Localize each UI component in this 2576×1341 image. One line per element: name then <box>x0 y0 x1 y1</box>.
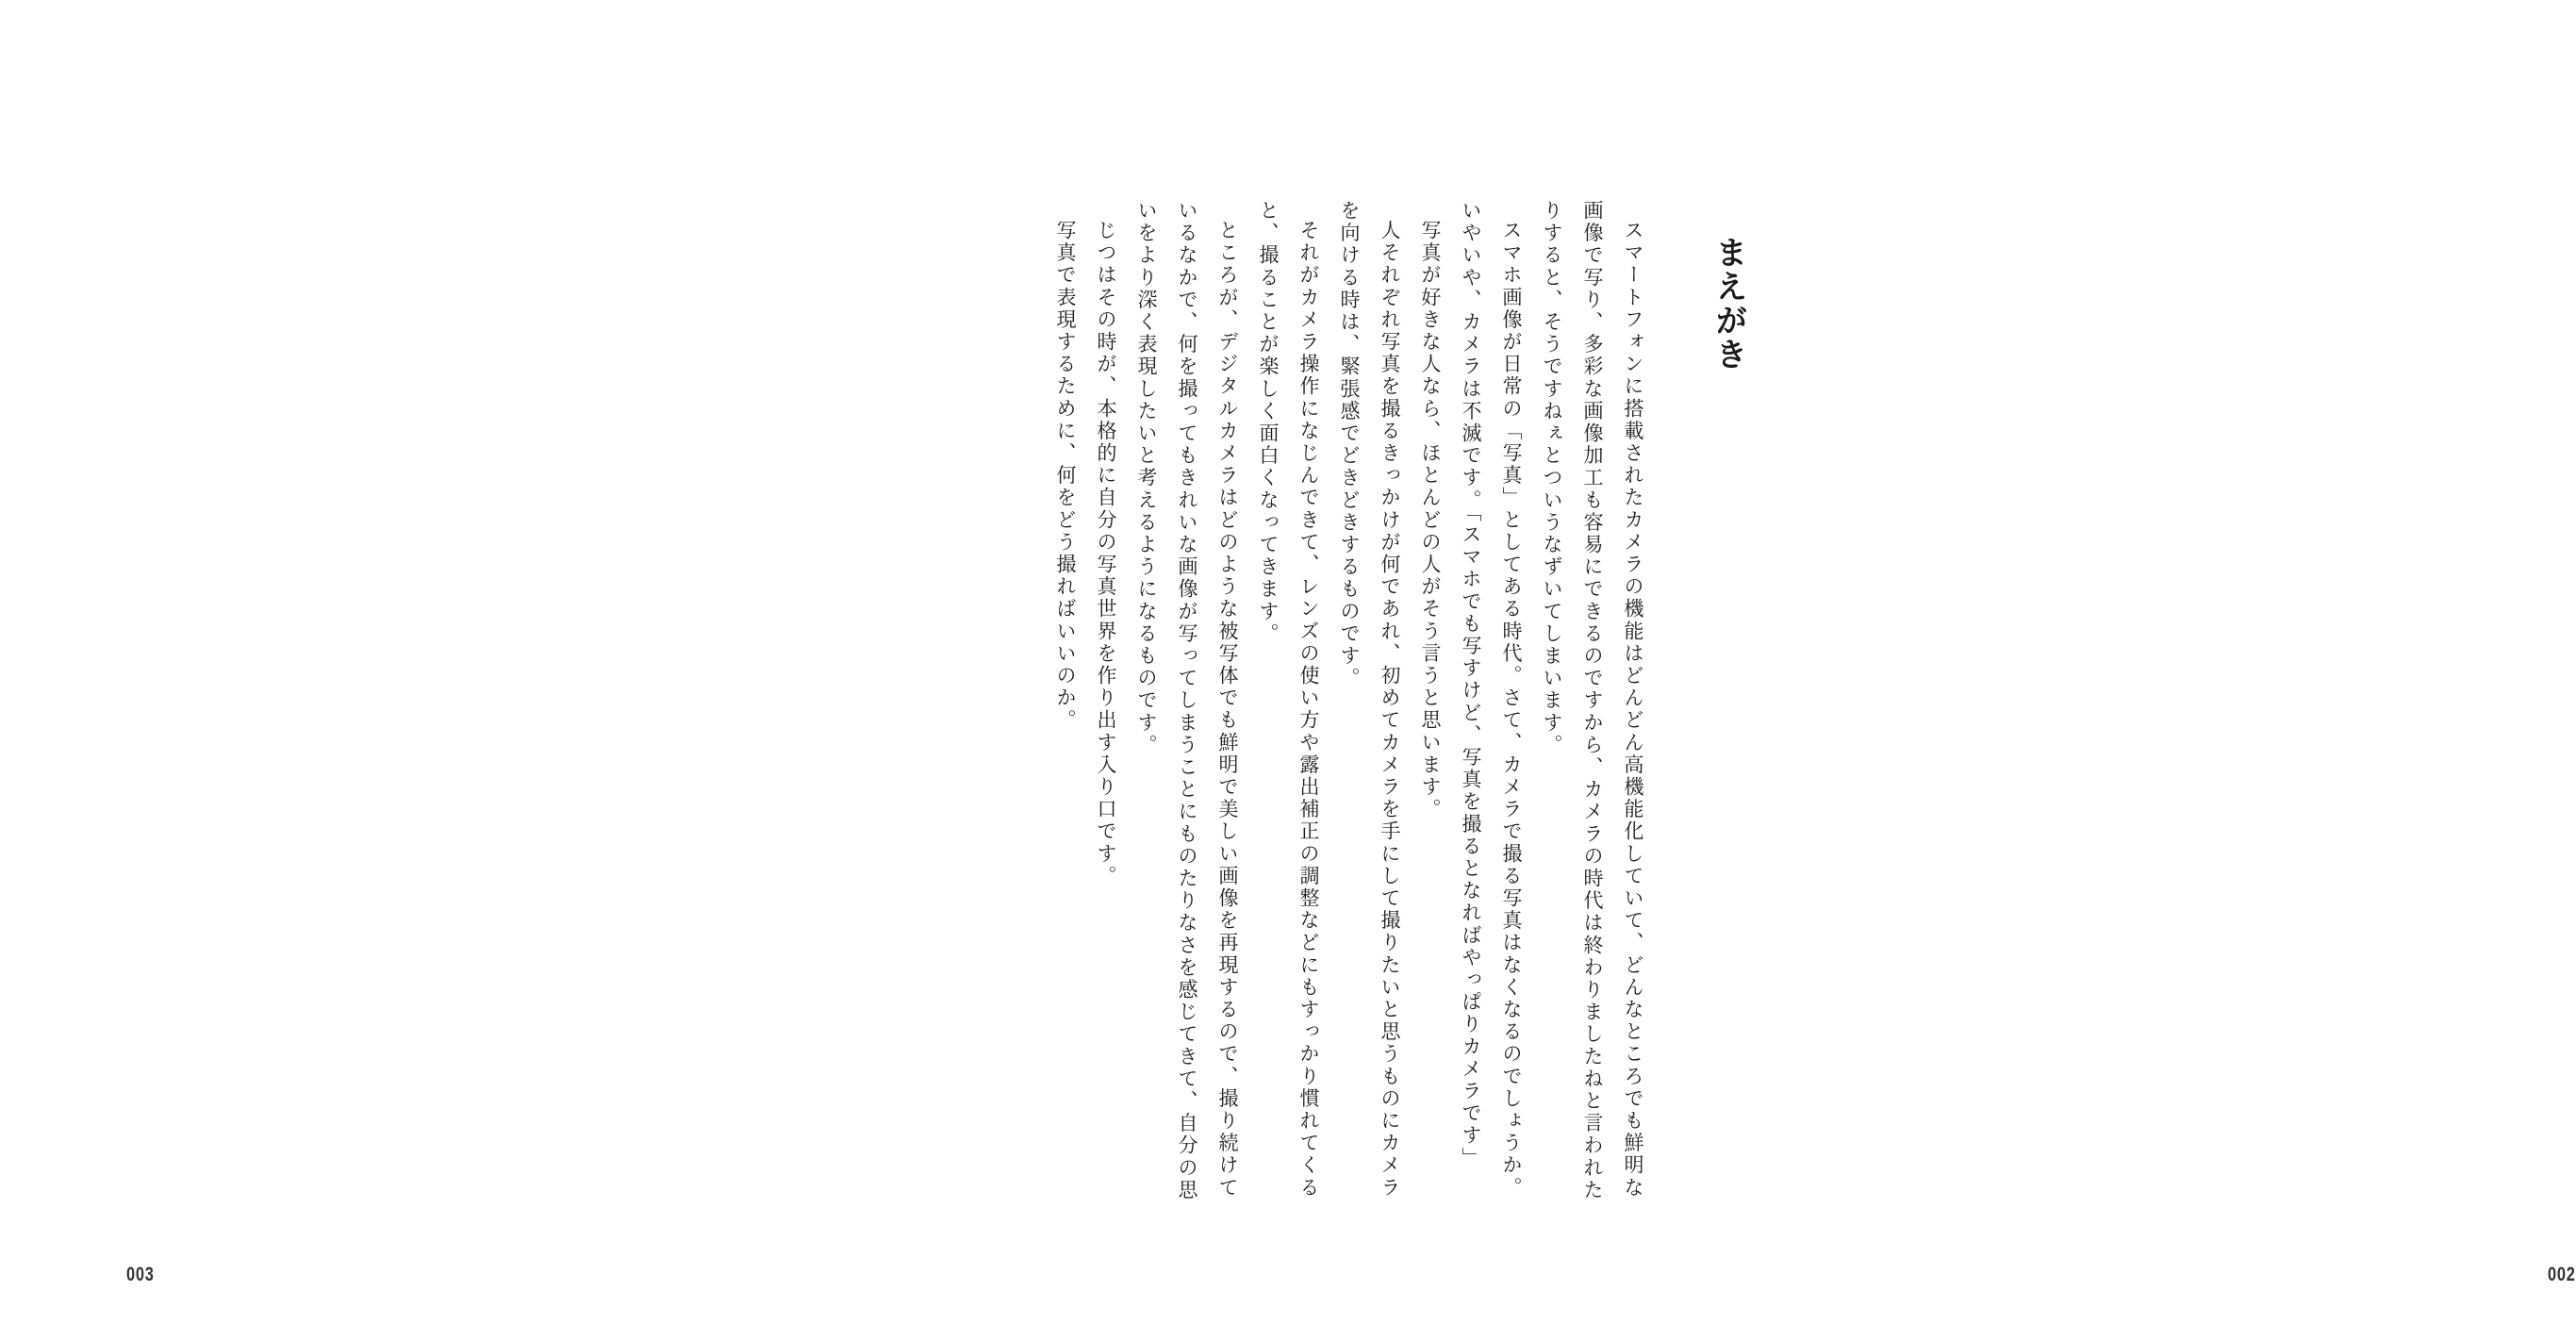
right-page-text-block <box>993 200 1653 1201</box>
paragraph: スマホ画像が日常の「写真」としてある時代。さて、カメラで撮る写真はなくなるのでしょうか。いやいや、カメラは不滅です。「スマホでも写すけど、写真を撮るとなればやっぱりカメラです」 <box>1460 200 1523 1200</box>
paragraph: 写真で表現するために、何をどう撮ればいいのか。 <box>1054 220 1077 732</box>
paragraph: じつはその時が、本格的に自分の写真世界を作り出す入り口です。 <box>1095 220 1117 887</box>
paragraph: ところが、デジタルカメラはどのような被写体でも鮮明で美しい画像を再現するので、撮り続けているなかで、何を撮ってもきれいな画像が写ってしまうことにものたりなさを感じてきて、自分の思いをより深く表現したいと考えるようになるものです。 <box>1135 200 1239 1201</box>
left-page <box>0 0 945 1341</box>
page-number-left: 003 <box>126 1264 155 1285</box>
paragraph: それがカメラ操作になじんできて、レンズの使い方や露出補正の調整などにもすっかり慣れてくると、撮ることが楽しく面白くなってきます。 <box>1257 200 1320 1200</box>
paragraph: スマートフォンに搭載されたカメラの機能はどんどん高機能化していて、どんなところでも鮮明な画像で写り、多彩な画像加工も容易にできるのですから、カメラの時代は終わりましたねと言われたりすると、そうですねぇとついうなずいてしまいます。 <box>1541 200 1644 1201</box>
page-number-right: 002 <box>2548 1264 2576 1285</box>
paragraph: 人それぞれ写真を撮るきっかけが何であれ、初めてカメラを手にして撮りたいと思うものにカメラを向ける時は、緊張感でどきどきするものです。 <box>1338 200 1401 1200</box>
preface-title: まえがき <box>1710 236 1746 372</box>
right-page <box>945 0 2576 1341</box>
paragraph: 写真が好きな人なら、ほとんどの人がそう言うと思います。 <box>1419 220 1442 821</box>
